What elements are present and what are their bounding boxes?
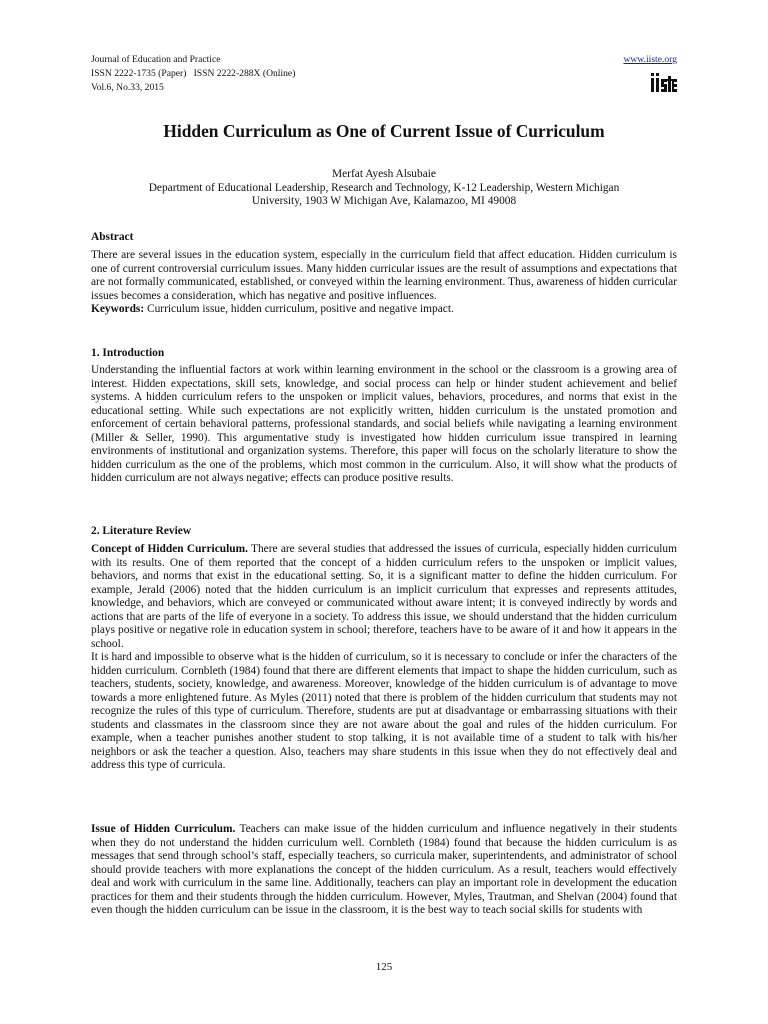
journal-header: [91, 53, 677, 95]
author-block: [91, 168, 677, 209]
literature-review-section: [91, 543, 677, 773]
journal-volume: Vol.6, No.33, 2015: [91, 82, 164, 93]
abstract-text: There are several issues in the education system, especially in the curriculum field that affect education. Hidden curriculum is one of current controversial curriculum issues. Many hidden curricular issues are the result of assumptions and expectations that are not formally communicated, established, or conveyed within the learning environment. Thus, awareness of hidden curricular issues becomes a consideration, which has negative and positive influences.: [91, 249, 677, 302]
issue-text: Teachers can make issue of the hidden curriculum and influence negatively in their students when they do not understand the hidden curriculum well. Cornbleth (1984) found that because the hidden curriculum is as messages that send through school’s staff, especially teachers, so curricula maker, superintendents, and administrator of school should provide teachers with more explanations the concept of the hidden curriculum. As a result, teachers would effectively deal and work with curriculum in the same line. Additionally, teachers can play an important role in development the education practices for them and their students through the hidden curriculum. However, Myles, Trautman, and Shelvan (2004) found that even though the hidden curriculum can be issue in the classroom, it is the best way to teach social skills for students with: [91, 823, 678, 916]
introduction-heading: 1. Introduction: [91, 347, 165, 359]
paper-title: Hidden Curriculum as One of Current Issue of Curriculum: [163, 121, 605, 141]
page-number: 125: [375, 961, 393, 973]
introduction-section: [91, 364, 677, 486]
issue-label: Issue of Hidden Curriculum.: [91, 823, 236, 835]
issue-paragraph: [91, 823, 677, 918]
author-affiliation-line2: University, 1903 W Michigan Ave, Kalamazoo, MI 49008: [251, 195, 517, 207]
journal-url-link[interactable]: www.iiste.org: [623, 54, 677, 65]
concept-label: Concept of Hidden Curriculum.: [91, 543, 248, 555]
keywords-line: [91, 303, 677, 317]
literature-paragraph-2: It is hard and impossible to observe what is the hidden of curriculum, so it is necessary to conclude or infer the characters of the hidden curriculum. Cornbleth (1984) found that there are different elements that impact to shape the hidden curriculum, such as teachers, students, society, knowledge, and awareness. Moreover, knowledge of the hidden curriculum is of advantage to move towards a more enlightened future. As Myles (2011) noted that there is problem of the hidden curriculum that students may not recognize the rules of this type of curriculum. Therefore, students are put at disadvantage or embarrassing situations with their students and classmates in the classroom since they are not aware about the goal and rules of the hidden curriculum. For example, when a teacher punishes another student to stop talking, it is not available time of a student to talk with his/her neighbors or ask the teacher a question. Also, teachers may share students in this issue when they do not effectively deal and address this type of curricula.: [91, 651, 677, 771]
author-affiliation-line1: Department of Educational Leadership, Research and Technology, K-12 Leadership, Western Michigan: [148, 181, 620, 194]
iiste-logo: [651, 70, 677, 94]
concept-text: There are several studies that addressed the issues of curricula, especially hidden curriculum with its results. One of them reported that the concept of a hidden curriculum refers to the unspoken or implicit values, behaviors, and norms that exist in the educational setting. So, it is a significant matter to define the hidden curriculum. For example, Jerald (2006) noted that the hidden curriculum is an implicit curriculum that expresses and represents attitudes, knowledge, and behaviors, which are conveyed or communicated without aware intent; it is conveyed indirectly by words and actions that are parts of the life of everyone in a society. To address this issue, we should understand that the hidden curriculum plays positive or negative role in education system in school; therefore, teachers have to be aware of it and how it appears in the school.: [91, 543, 677, 650]
issue-section: [91, 823, 677, 918]
keywords-text: Curriculum issue, hidden curriculum, positive and negative impact.: [144, 303, 454, 315]
abstract-heading: Abstract: [91, 231, 134, 243]
journal-issn: ISSN 2222-1735 (Paper) ISSN 2222-288X (Online): [91, 68, 296, 79]
literature-review-heading: 2. Literature Review: [91, 525, 192, 537]
author-name: Merfat Ayesh Alsubaie: [332, 168, 436, 180]
concept-paragraph: [91, 543, 677, 651]
introduction-text: Understanding the influential factors at work within learning environment in the school or the classroom is a growing area of interest. Hidden expectations, skill sets, knowledge, and social process can help or hinder student achievement and belief systems. A hidden curriculum refers to the unspoken or implicit values, behaviors, procedures, and norms that exist in the educational setting. While such expectations are not explicitly written, hidden curriculum is the unstated promotion and enforcement of certain behavioral patterns, professional standards, and social beliefs while navigating a learning environment (Miller & Seller, 1990). This argumentative study is investigated how hidden curriculum issue transpired in learning environments of institutional and organization systems. Therefore, this paper will focus on the scholarly literature to show the hidden curriculum as the one of the problems, which most common in the curriculum. Also, it will show what the products of hidden curriculum are not always negative; effects can produce positive results.: [91, 364, 677, 484]
keywords-label: Keywords:: [91, 303, 145, 315]
journal-name: Journal of Education and Practice: [91, 54, 221, 65]
journal-info: [91, 53, 295, 95]
abstract-section: [91, 249, 677, 317]
